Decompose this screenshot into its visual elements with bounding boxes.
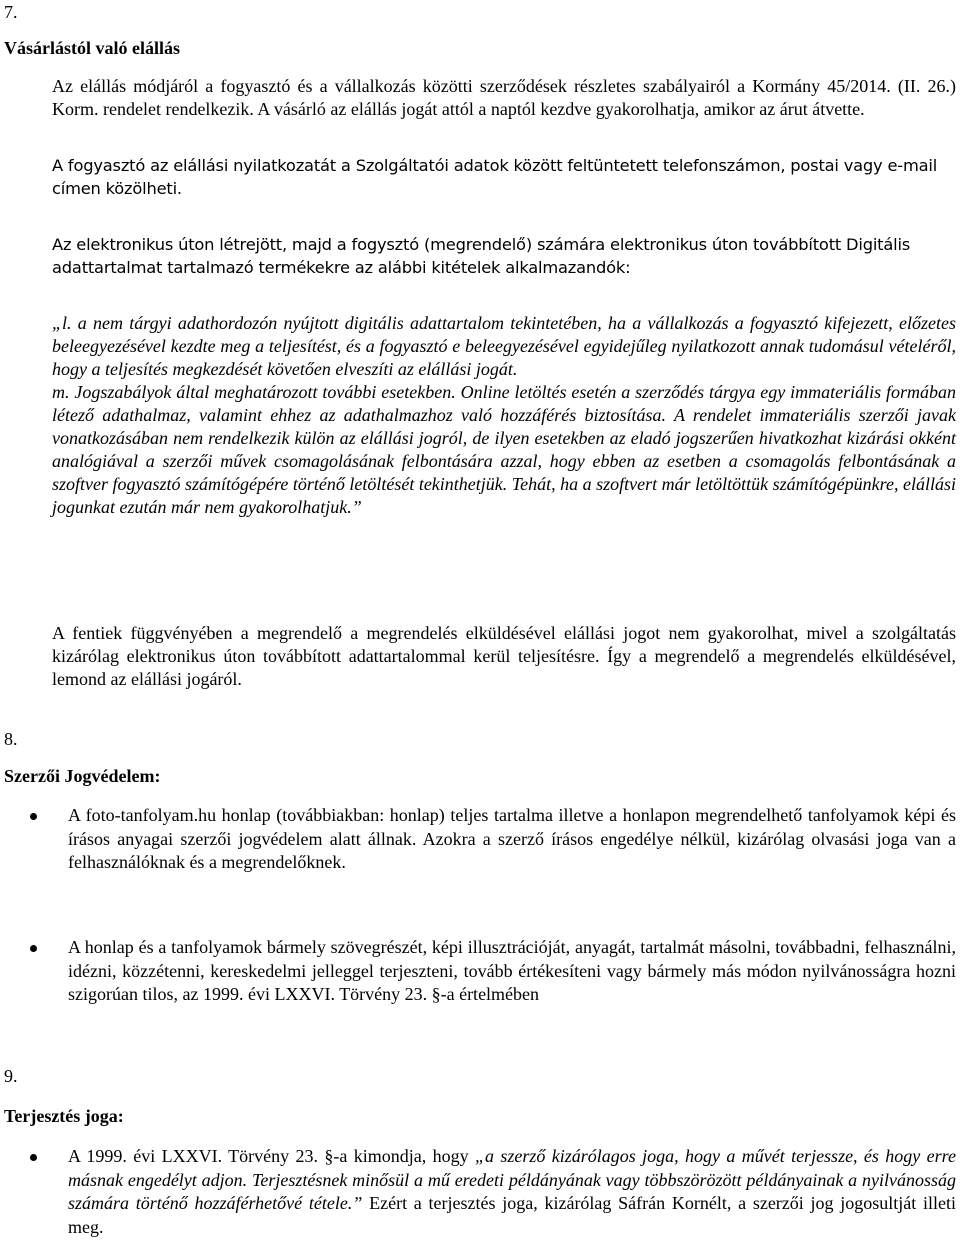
list-item <box>30 804 956 914</box>
section-title-9: Terjesztés joga: <box>4 1106 124 1126</box>
distribution-quote: „a szerző kizárólagos joga, hogy a művét terjessze, és hogy erre másnak engedélyt adjon. Terjesztésnek minősül a mű eredeti példányának vagy többszörözött példányainak a nyilvánosság számára történő hozzáférhetővé tétele.” <box>68 1146 956 1213</box>
paragraph-digital-content: Az elektronikus úton létrejött, majd a fogysztó (megrendelő) számára elektronikus úton továbbított Digitális adattartalmat tartalmazó termékekre az alábbi kitételek alkalmazandók: <box>52 235 911 277</box>
distribution-text-start: A 1999. évi LXXVI. Törvény 23. §-a kimondja, hogy <box>68 1146 475 1166</box>
distribution-bullet <box>68 1145 956 1239</box>
section-number-8: 8. <box>4 729 18 749</box>
bullet-icon <box>30 945 37 952</box>
paragraph-no-withdrawal: A fentiek függvényében a megrendelő a megrendelés elküldésével elállási jogot nem gyakorolhat, mivel a szolgáltatás kizárólag elektronikus úton továbbított adattartalommal kerül teljesítésre. Így a megrendelő a megrendelés elküldésével, lemond az elállási jogáról. <box>52 623 956 689</box>
distribution-text-end: Ezért a terjesztés joga, kizárólag Sáfrán Kornélt, a szerzői jog jogosultját illeti meg. <box>68 1193 956 1237</box>
copyright-bullet-1: A foto-tanfolyam.hu honlap (továbbiakban: honlap) teljes tartalma illetve a honlapon megrendelhető tanfolyamok képi és írásos anyagai szerzői jogvédelem alatt állnak. Azokra a szerző írásos engedélye nélkül, kizárólag olvasási joga van a felhasználóknak és a megrendelőknek. <box>68 805 956 872</box>
section-title-8: Szerzői Jogvédelem: <box>4 766 161 786</box>
bullet-icon <box>30 813 37 820</box>
copyright-bullet-2: A honlap és a tanfolyamok bármely szövegrészét, képi illusztrációját, anyagát, tartalmát másolni, továbbadni, felhasználni, idézni, közzétenni, kereskedelmi jelleggel terjeszteni, tovább értékesíteni vagy bármely más módon nyilvánosságra hozni szigorúan tilos, az 1999. évi LXXVI. Törvény 23. §-a értelmében <box>68 937 956 1004</box>
list-item <box>30 1145 956 1245</box>
quoted-clause-block <box>52 312 956 519</box>
paragraph-withdrawal-rules: Az elállás módjáról a fogyasztó és a vállalkozás közötti szerződések részletes szabályairól a Kormány 45/2014. (II. 26.) Korm. rendelet rendelkezik. A vásárló az elállás jogát attól a naptól kezdve gyakorolhatja, amikor az árut átvette. <box>52 76 956 119</box>
paragraph-withdrawal-notice: A fogyasztó az elállási nyilatkozatát a Szolgáltatói adatok között feltüntetett telefonszámon, postai vagy e-mail címen közölheti. <box>52 156 938 198</box>
quote-online-download: Online letöltés esetén a szerződés tárgya egy immateriális formában létező adathalmaz, valamint ehhez az adathalmazhoz való hozzáférés biztosítása. A rendelet immateriális szerzői javak vonatkozásában nem rendelkezik külön az elállási jogról, de ilyen esetekben az eladó jogszerűen hivatkozhat kizárási okként analógiával a szerzői művek csomagolásának felbontására azzal, hogy ebben az esetben a csomagolás felbontásának a szoftver fogyasztó számítógépére történő letöltését tekinthetjük. Tehát, ha a szoftvert már letöltöttük számítógépünkre, elállási jogunkat ezután már nem gyakorolhatjuk.” <box>52 382 956 517</box>
section-title-7: Vásárlástól való elállás <box>4 38 180 58</box>
quote-clause-m: m. Jogszabályok által meghatározott további esetekben. <box>52 382 456 402</box>
quote-clause-l: „l. a nem tárgyi adathordozón nyújtott digitális adattartalom tekintetében, ha a vállalkozás a fogyasztó kifejezett, előzetes beleegyezésével kezdte meg a teljesítést, és a fogyasztó e beleegyezésével egyidejűleg nyilatkozott annak tudomásul vételéről, hogy a teljesítés megkezdését követően elveszíti az elállási jogát. <box>52 313 956 379</box>
bullet-icon <box>30 1154 37 1161</box>
section-number-7: 7. <box>4 2 18 22</box>
section-number-9: 9. <box>4 1066 18 1086</box>
list-item <box>30 936 956 1046</box>
